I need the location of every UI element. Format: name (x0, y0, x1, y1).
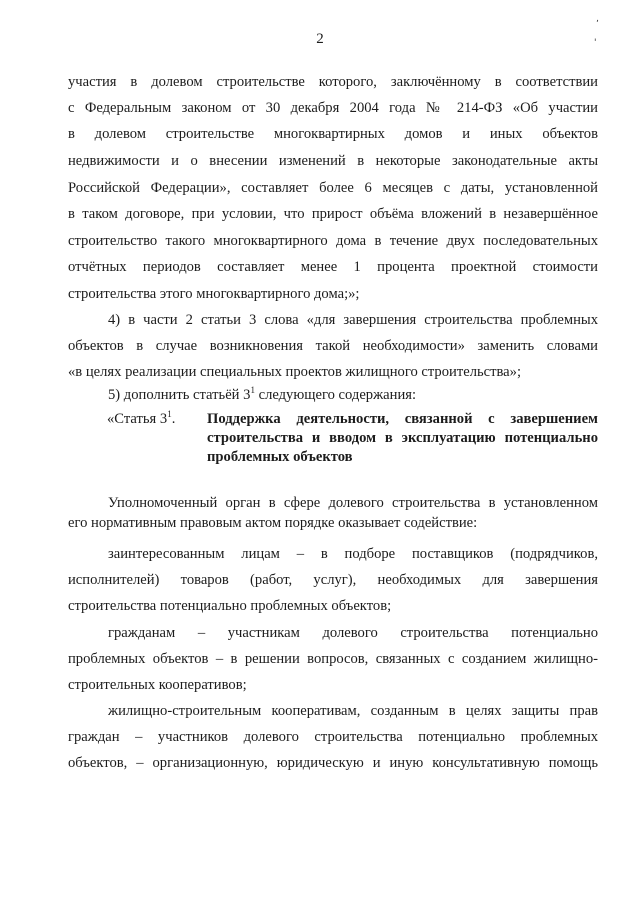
text-line: заинтересованным лицам – в подборе поставщиков (подрядчиков, (108, 546, 598, 562)
text-line: граждан – участников долевого строительства потенциально проблемных (68, 729, 598, 745)
text-line: объектов, – организационную, юридическую и иную консультативную помощь (68, 755, 598, 771)
text-line: проблемных объектов – в решении вопросов, связанных с созданием жилищно- (68, 651, 598, 667)
text-line: в долевом строительстве многоквартирных домов и иных объектов (68, 126, 598, 142)
margin-mark: ‚ (596, 14, 599, 24)
text-line: с Федеральным законом от 30 декабря 2004 года № 214-ФЗ «Об участии (68, 100, 598, 116)
page-number: 2 (316, 31, 324, 47)
article-heading-line: строительства и вводом в эксплуатацию потенциально (207, 430, 598, 446)
text-line: Российской Федерации», составляет более 6 месяцев с даты, установленной (68, 180, 598, 196)
text-line: его нормативным правовым актом порядке оказывает содействие: (68, 515, 478, 531)
text-line: гражданам – участникам долевого строительства потенциально (108, 625, 598, 641)
text-line: исполнителей) товаров (работ, услуг), необходимых для завершения (68, 572, 598, 588)
text-line: 4) в части 2 статьи 3 слова «для завершения строительства проблемных (108, 312, 598, 328)
text-line: Уполномоченный орган в сфере долевого строительства в установленном (108, 495, 598, 511)
text-line: строительство такого многоквартирного дома в течение двух последовательных (68, 233, 598, 249)
item-5-line: 5) дополнить статьёй $3^1$ следующего содержания: (108, 385, 417, 403)
text-line: участия в долевом строительстве которого, заключённому в соответствии (68, 74, 598, 90)
article-heading-line: проблемных объектов (207, 449, 353, 465)
margin-mark: ' (594, 38, 597, 48)
text-line: в таком договоре, при условии, что прирост объёма вложений в незавершённое (68, 206, 598, 222)
text-line: недвижимости и о внесении изменений в некоторые законодательные акты (68, 153, 598, 169)
text-line: строительных кооперативов; (68, 677, 247, 693)
text-line: строительства потенциально проблемных объектов; (68, 598, 392, 614)
text-line: отчётных периодов составляет менее 1 процента проектной стоимости (68, 259, 598, 275)
article-heading-line: Поддержка деятельности, связанной с завершением (207, 411, 598, 427)
text-line: объектов в случае возникновения такой необходимости» заменить словами (68, 338, 598, 354)
article-label: «Статья $3^1$. (107, 409, 176, 427)
text-line: жилищно-строительным кооперативам, созданным в целях защиты прав (108, 703, 598, 719)
text-line: «в целях реализации специальных проектов жилищного строительства»; (68, 364, 522, 380)
text-line: строительства этого многоквартирного дома;»; (68, 286, 360, 302)
